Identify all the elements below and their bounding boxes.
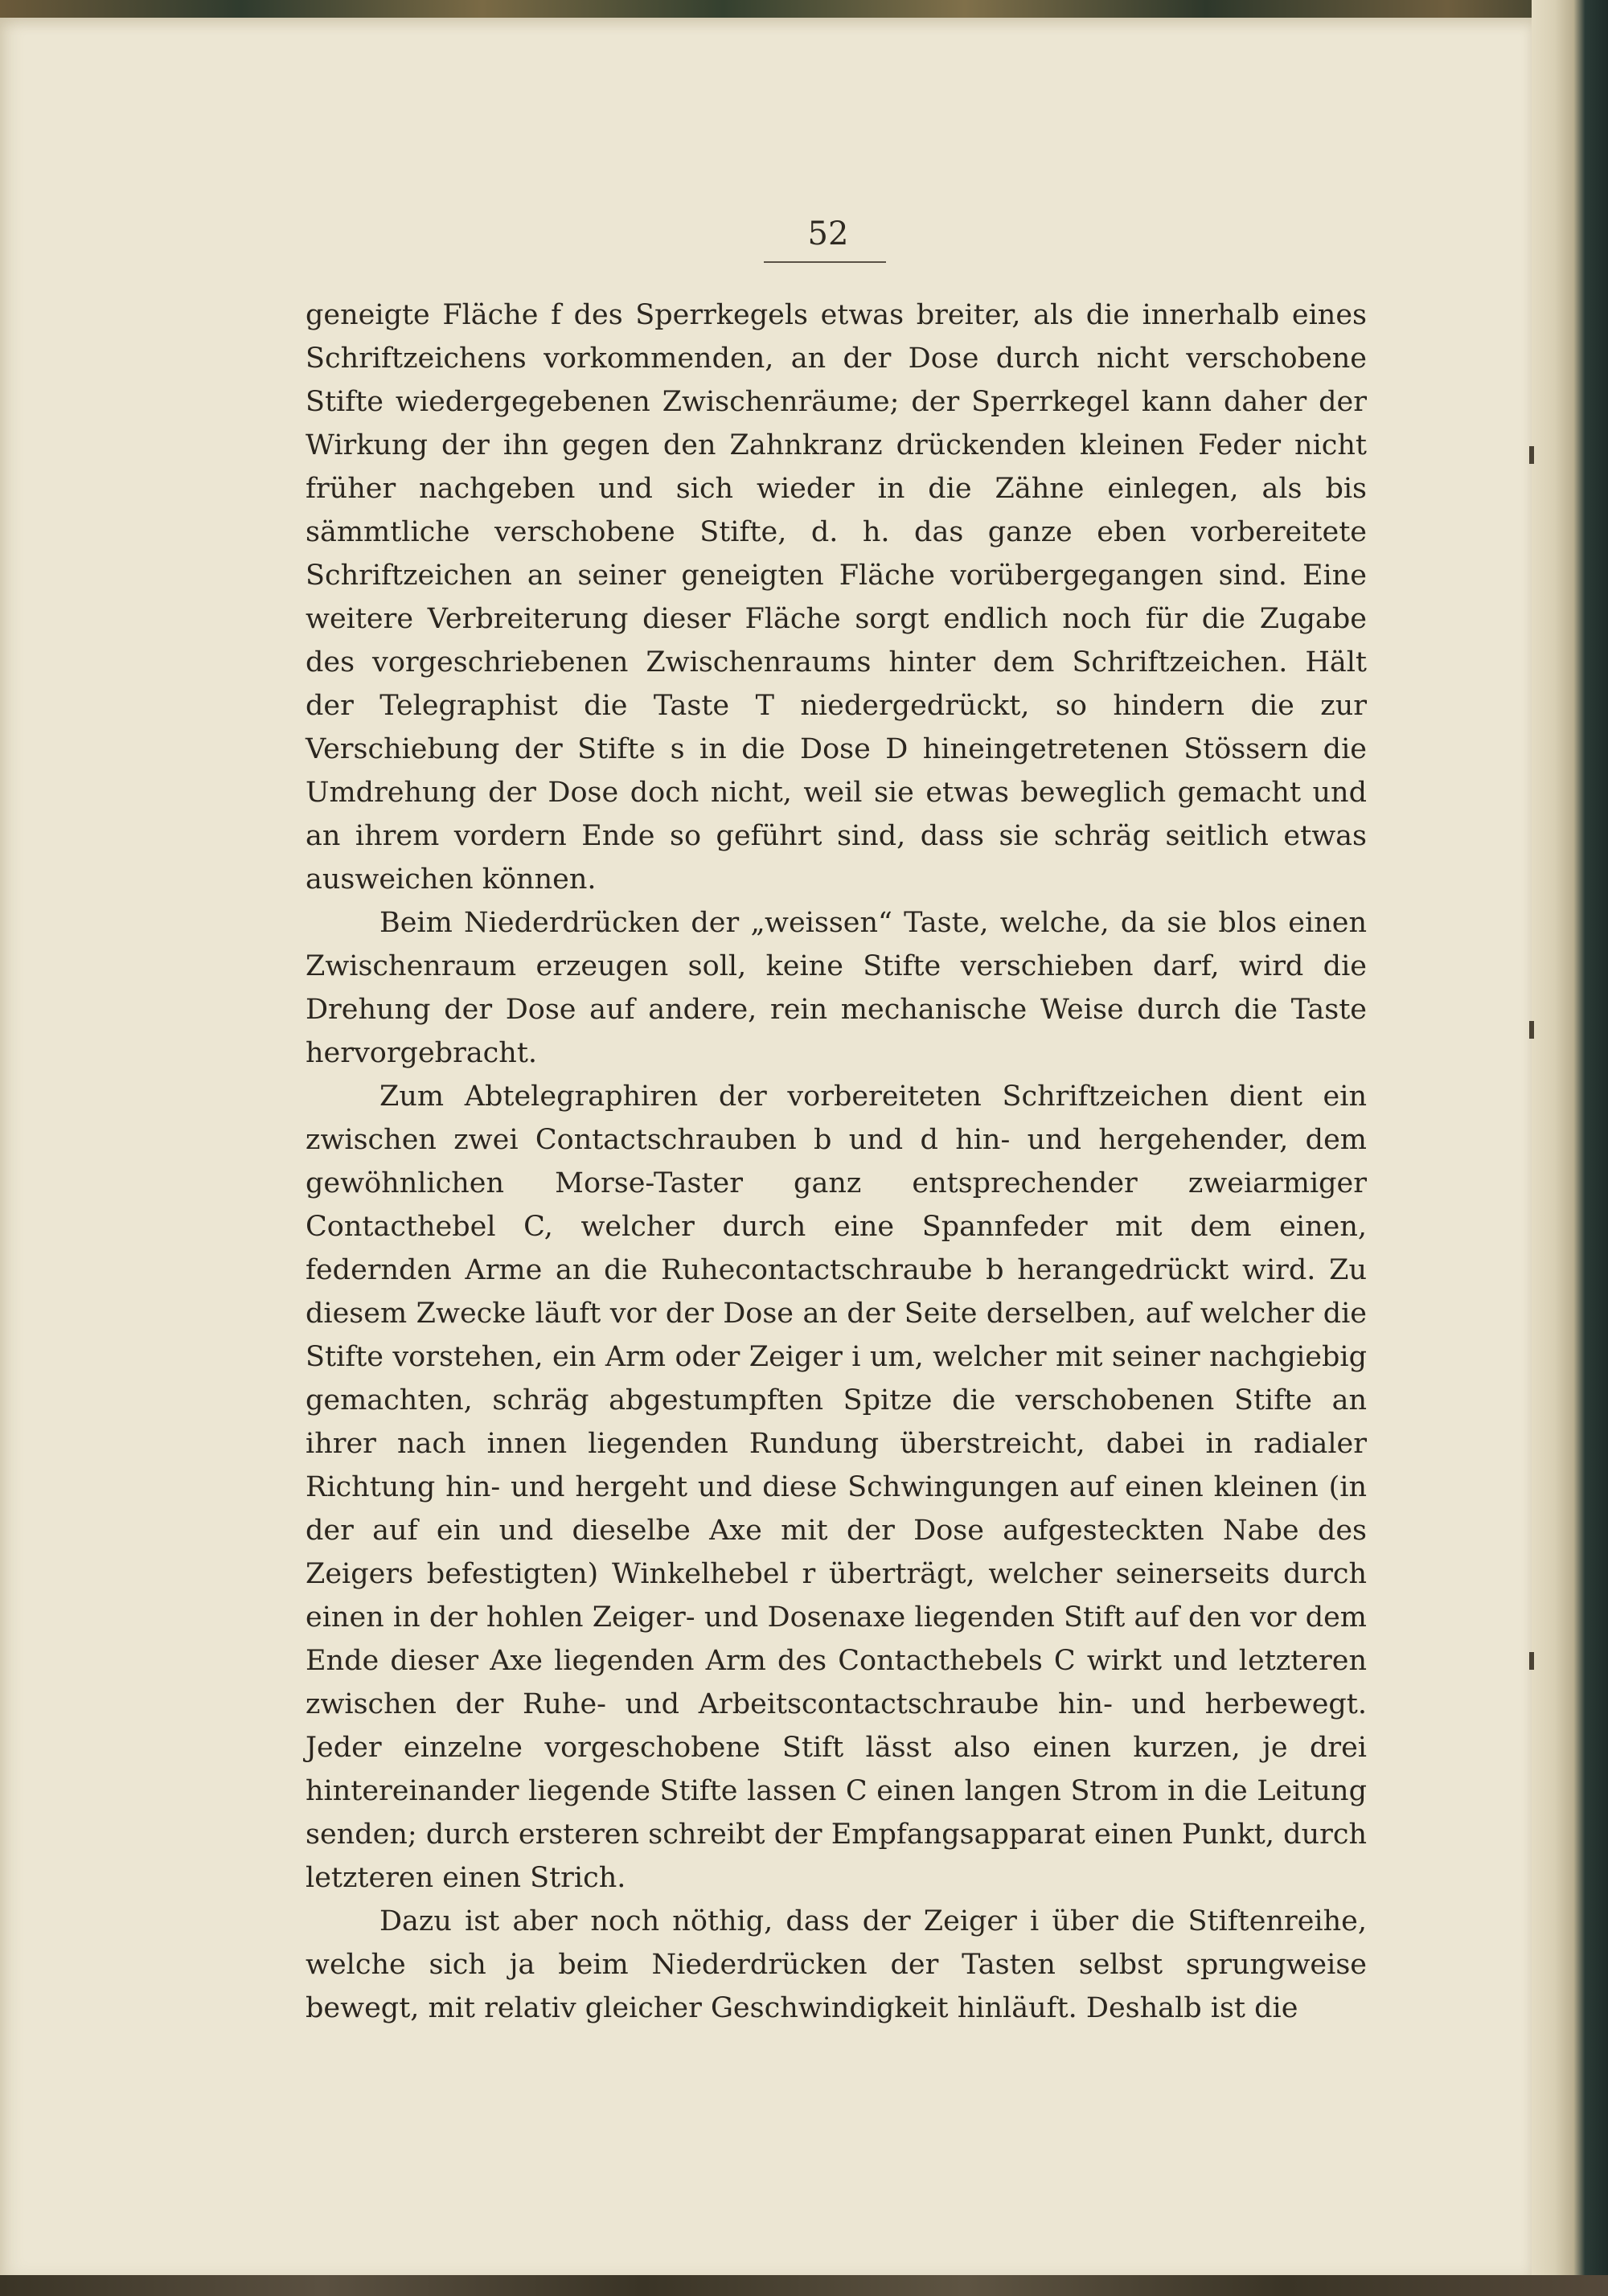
- paragraph: geneigte Fläche f des Sperrkegels etwas breiter, als die innerhalb eines Schriftzeichens vorkommenden, an der Dose durch nicht verschobene Stifte wiedergegebenen Zwischenräume; der Sperrkegel kann daher der Wirkung der ihn gegen den Zahnkranz drückenden kleinen Feder nicht früher nachgeben und sich wieder in die Zähne einlegen, als bis sämmtliche verschobene Stifte, d. h. das ganze eben vorbereitete Schriftzeichen an seiner geneigten Fläche vorübergegangen sind. Eine weitere Verbreiterung dieser Fläche sorgt endlich noch für die Zugabe des vorgeschriebenen Zwischenraums hinter dem Schriftzeichen. Hält der Telegraphist die Taste T niedergedrückt, so hindern die zur Verschiebung der Stifte s in die Dose D hineingetretenen Stössern die Umdrehung der Dose doch nicht, weil sie etwas beweglich gemacht und an ihrem vordern Ende so geführt sind, dass sie schräg seitlich etwas ausweichen können.: [306, 299, 1367, 896]
- margin-mark: [1529, 1021, 1534, 1039]
- page-number: 52: [807, 215, 849, 252]
- body-text: [306, 293, 1367, 2030]
- paragraph: Beim Niederdrücken der „weissen“ Taste, welche, da sie blos einen Zwischenraum erzeugen soll, keine Stifte verschieben darf, wird die Drehung der Dose auf andere, rein mechanische Weise durch die Taste hervorgebracht.: [306, 907, 1367, 1069]
- margin-mark: [1529, 1652, 1534, 1670]
- margin-mark: [1529, 446, 1534, 464]
- paragraph: Zum Abtelegraphiren der vorbereiteten Schriftzeichen dient ein zwischen zwei Contactschrauben b und d hin- und hergehender, dem gewöhnlichen Morse-Taster ganz entsprechender zweiarmiger Contacthebel C, welcher durch eine Spannfeder mit dem einen, federnden Arme an die Ruhecontactschraube b herangedrückt wird. Zu diesem Zwecke läuft vor der Dose an der Seite derselben, auf welcher die Stifte vorstehen, ein Arm oder Zeiger i um, welcher mit seiner nachgiebig gemachten, schräg abgestumpften Spitze die verschobenen Stifte an ihrer nach innen liegenden Rundung überstreicht, dabei in radialer Richtung hin- und hergeht und diese Schwingungen auf einen kleinen (in der auf ein und dieselbe Axe mit der Dose aufgesteckten Nabe des Zeigers befestigten) Winkelhebel r überträgt, welcher seinerseits durch einen in der hohlen Zeiger- und Dosenaxe liegenden Stift auf den vor dem Ende dieser Axe liegenden Arm des Contacthebels C wirkt und letzteren zwischen der Ruhe- und Arbeitscontactschraube hin- und herbewegt. Jeder einzelne vorgeschobene Stift lässt also einen kurzen, je drei hintereinander liegende Stifte lassen C einen langen Strom in die Leitung senden; durch ersteren schreibt der Empfangsapparat einen Punkt, durch letzteren einen Strich.: [306, 1080, 1367, 1894]
- book-bottom-edge: [0, 2275, 1608, 2296]
- book-right-edge: [1532, 0, 1608, 2296]
- header-rule: [764, 261, 886, 263]
- paragraph: Dazu ist aber noch nöthig, dass der Zeiger i über die Stiftenreihe, welche sich ja beim Niederdrücken der Tasten selbst sprungweise bewegt, mit relativ gleicher Geschwindigkeit hinläuft. Deshalb ist die: [306, 1905, 1367, 2024]
